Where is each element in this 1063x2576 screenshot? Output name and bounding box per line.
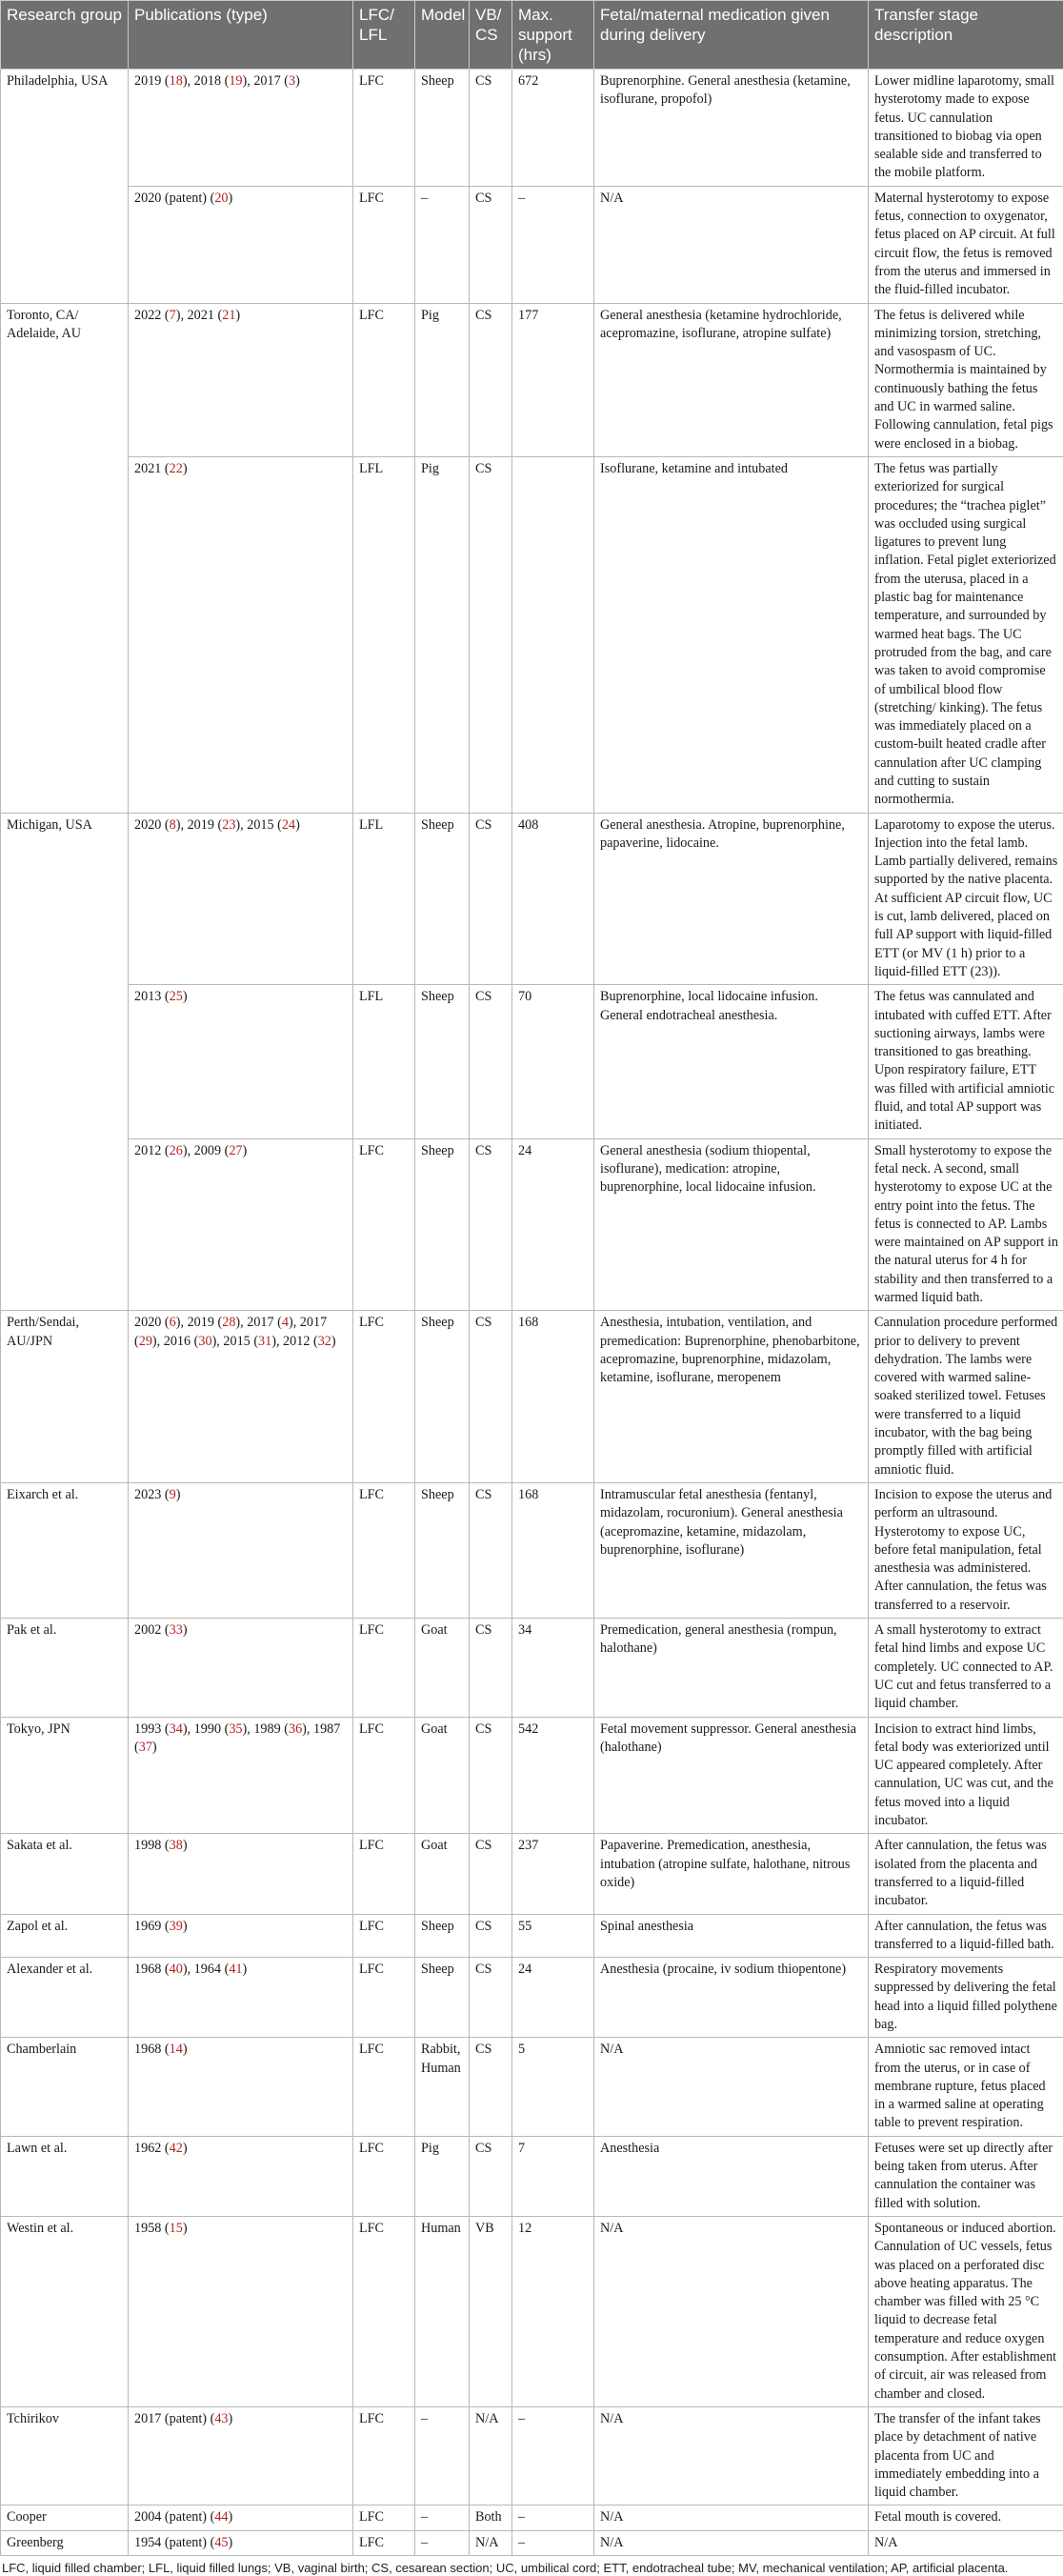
publication-text: 2002 ( [134,1622,170,1638]
cell-lfc-lfl: LFC [353,1619,415,1717]
reference-link[interactable]: 37 [139,1740,152,1755]
table-row [1,456,1063,813]
cell-research-group: Michigan, USA [1,813,129,1311]
reference-link[interactable]: 35 [229,1721,242,1737]
cell-transfer-description: The fetus was cannulated and intubated with cuffed ETT. After suctioning airways, lambs were transitioned to gas breathing. Upon respiratory failure, ETT was filled with artificial amniotic fluid, and total AP support was initiated. [869,985,1063,1138]
cell-model: Sheep [415,1482,470,1618]
table-row [1,2406,1063,2505]
cell-research-group: Alexander et al. [1,1958,129,2038]
cell-transfer-description: Incision to extract hind limbs, fetal body was exteriorized until UC appeared completely. After cannulation, UC was cut, and the fetus moved into a liquid incubator. [869,1717,1063,1834]
cell-medication: Intramuscular fetal anesthesia (fentanyl, midazolam, rocuronium). General anesthesia (acepromazine, ketamine, midazolam, buprenorphine, isoflurane) [594,1482,869,1618]
cell-publications [129,2038,353,2136]
reference-link[interactable]: 27 [229,1143,242,1158]
cell-vb-cs: N/A [470,2530,512,2555]
cell-transfer-description: The transfer of the infant takes place by detachment of native placenta from UC and immediately embedding into a liquid chamber. [869,2406,1063,2505]
table-footnote: LFC, liquid filled chamber; LFL, liquid filled lungs; VB, vaginal birth; CS, cesarean section; UC, umbilical cord; ETT, endotracheal tube; MV, mechanical ventilation; AP, artificial placenta. [0,2556,1063,2576]
header-medication: Fetal/maternal medication given during delivery [594,1,869,70]
cell-research-group: Cooper [1,2506,129,2530]
cell-research-group: Tchirikov [1,2406,129,2505]
publication-text: ) [152,1740,157,1755]
cell-publications [129,2216,353,2406]
reference-link[interactable]: 21 [222,308,235,323]
reference-link[interactable]: 25 [170,989,183,1004]
cell-medication: N/A [594,2530,869,2555]
cell-medication: Fetal movement suppressor. General anesthesia (halothane) [594,1717,869,1834]
cell-model: Sheep [415,1138,470,1311]
publication-text: 2022 ( [134,308,170,323]
publication-text: 2020 ( [134,817,170,833]
header-row [1,1,1063,70]
publication-text: ), 2017 ( [243,73,289,89]
publication-text: ) [183,2141,188,2156]
cell-publications [129,456,353,813]
cell-research-group: Sakata et al. [1,1834,129,1914]
publication-text: 1962 ( [134,2141,170,2156]
cell-transfer-description: After cannulation, the fetus was isolated from the placenta and transferred to a liquid-filled incubator. [869,1834,1063,1914]
reference-link[interactable]: 43 [214,2411,228,2426]
cell-model: Goat [415,1619,470,1717]
cell-model: Sheep [415,1958,470,2038]
publication-text: 1968 ( [134,2042,170,2057]
publication-text: 2019 ( [134,73,170,89]
table-row [1,1717,1063,1834]
reference-link[interactable]: 6 [170,1315,176,1330]
reference-link[interactable]: 31 [258,1334,271,1349]
publication-text: ), 1990 ( [183,1721,229,1737]
publication-text: ), 2012 ( [271,1334,317,1349]
cell-publications [129,2506,353,2530]
publication-text: ), 2019 ( [176,817,222,833]
publication-text: ) [243,1143,248,1158]
header-research-group: Research group [1,1,129,70]
cell-max-support: 168 [512,1482,594,1618]
cell-model: Sheep [415,70,470,187]
reference-link[interactable]: 41 [229,1962,242,1977]
cell-max-support: 237 [512,1834,594,1914]
reference-link[interactable]: 23 [222,817,235,833]
cell-vb-cs: CS [470,1482,512,1618]
publication-text: ) [295,817,300,833]
reference-link[interactable]: 19 [229,73,242,89]
cell-max-support: – [512,2406,594,2505]
table-body [1,70,1063,2556]
cell-lfc-lfl: LFL [353,813,415,985]
publication-text: ) [183,1622,188,1638]
cell-max-support: 55 [512,1914,594,1958]
cell-transfer-description: Spontaneous or induced abortion. Cannulation of UC vessels, fetus was placed on a perforated disc above heating apparatus. The chamber was filled with 25 °C liquid to decrease fetal temperature and reduce oxygen consumption. After establishment of circuit, air was released from chamber and closed. [869,2216,1063,2406]
publication-text: 2012 ( [134,1143,170,1158]
publication-text: 1969 ( [134,1919,170,1934]
reference-link[interactable]: 38 [170,1838,183,1853]
cell-medication: Anesthesia, intubation, ventilation, and premedication: Buprenorphine, phenobarbitone, acepromazine, buprenorphine, midazolam, ketamine, isoflurane, meropenem [594,1311,869,1483]
publication-text: ), 2015 ( [212,1334,258,1349]
cell-lfc-lfl: LFC [353,186,415,303]
cell-lfc-lfl: LFC [353,2136,415,2216]
cell-lfc-lfl: LFC [353,70,415,187]
cell-publications [129,1914,353,1958]
cell-model: Sheep [415,813,470,985]
cell-publications [129,1958,353,2038]
cell-publications [129,2530,353,2555]
cell-vb-cs: CS [470,70,512,187]
cell-model: Pig [415,456,470,813]
reference-link[interactable]: 9 [170,1487,176,1502]
cell-vb-cs: Both [470,2506,512,2530]
table-row [1,2506,1063,2530]
table-row [1,2136,1063,2216]
cell-medication: General anesthesia (ketamine hydrochloride, acepromazine, isoflurane, atropine sulfate) [594,303,869,456]
publication-text: ) [183,1919,188,1934]
cell-vb-cs: CS [470,2136,512,2216]
reference-link[interactable]: 18 [170,73,183,89]
publication-text: 1954 (patent) ( [134,2535,214,2550]
cell-lfc-lfl: LFC [353,2038,415,2136]
cell-medication: Buprenorphine, local lidocaine infusion. General endotracheal anesthesia. [594,985,869,1138]
publication-text: ), 1989 ( [243,1721,289,1737]
table-row [1,1138,1063,1311]
cell-research-group: Philadelphia, USA [1,70,129,304]
publication-text: ) [229,191,233,206]
publication-text: 1958 ( [134,2221,170,2236]
reference-link[interactable]: 26 [170,1143,183,1158]
cell-model: Sheep [415,1311,470,1483]
reference-link[interactable]: 42 [170,2141,183,2156]
cell-max-support: 34 [512,1619,594,1717]
cell-publications [129,2406,353,2505]
cell-lfc-lfl: LFL [353,456,415,813]
cell-medication: Anesthesia (procaine, iv sodium thiopentone) [594,1958,869,2038]
cell-transfer-description: Small hysterotomy to expose the fetal neck. A second, small hysterotomy to expose UC at the entry point into the fetus. The fetus is connected to AP. Lambs were maintained on AP support in the natural uterus for 4 h for stability and then transferred to a warmed liquid bath. [869,1138,1063,1311]
cell-lfc-lfl: LFC [353,1834,415,1914]
cell-max-support: 24 [512,1958,594,2038]
cell-model: Human [415,2216,470,2406]
table-row [1,2530,1063,2555]
publication-text: 2020 ( [134,1315,170,1330]
table-row [1,813,1063,985]
publication-text: 2023 ( [134,1487,170,1502]
table-row [1,2216,1063,2406]
cell-publications [129,1138,353,1311]
table-row [1,70,1063,187]
publication-text: ), 2015 ( [235,817,281,833]
cell-research-group: Westin et al. [1,2216,129,2406]
publication-text: ), 2021 ( [176,308,222,323]
cell-publications [129,1311,353,1483]
cell-lfc-lfl: LFL [353,985,415,1138]
publication-text: ) [229,2535,233,2550]
header-lfc-lfl: LFC/ LFL [353,1,415,70]
cell-vb-cs: CS [470,456,512,813]
reference-link[interactable]: 28 [222,1315,235,1330]
publication-text: ) [183,989,188,1004]
publication-text: ), 2009 ( [183,1143,229,1158]
cell-lfc-lfl: LFC [353,303,415,456]
cell-publications [129,1717,353,1834]
cell-research-group: Toronto, CA/ Adelaide, AU [1,303,129,813]
cell-max-support: 7 [512,2136,594,2216]
table-row [1,1619,1063,1717]
publication-text: ) [331,1334,336,1349]
cell-model: Goat [415,1717,470,1834]
cell-medication: N/A [594,186,869,303]
publication-text: ), 2017 ( [134,1315,327,1348]
reference-link[interactable]: 14 [170,2042,183,2057]
cell-max-support: – [512,186,594,303]
cell-lfc-lfl: LFC [353,2216,415,2406]
header-transfer-description: Transfer stage description [869,1,1063,70]
publication-text: ), 2018 ( [183,73,229,89]
publication-text: ), 2016 ( [152,1334,198,1349]
cell-medication: Anesthesia [594,2136,869,2216]
reference-link[interactable]: 20 [214,191,228,206]
cell-medication: N/A [594,2506,869,2530]
publication-text: ), 2017 ( [235,1315,281,1330]
cell-vb-cs: CS [470,1834,512,1914]
publication-text: 2013 ( [134,989,170,1004]
header-max-support: Max. support (hrs) [512,1,594,70]
cell-lfc-lfl: LFC [353,2530,415,2555]
cell-model: Pig [415,2136,470,2216]
cell-vb-cs: CS [470,1717,512,1834]
reference-link[interactable]: 39 [170,1919,183,1934]
cell-transfer-description: N/A [869,2530,1063,2555]
table-row [1,1914,1063,1958]
cell-transfer-description: Lower midline laparotomy, small hysterotomy made to expose fetus. UC cannulation transitioned to biobag via open sealable side and transferred to the mobile platform. [869,70,1063,187]
cell-vb-cs: CS [470,303,512,456]
cell-lfc-lfl: LFC [353,1717,415,1834]
reference-link[interactable]: 7 [170,308,176,323]
publication-text: 2004 (patent) ( [134,2509,214,2525]
publication-text: ) [229,2509,233,2525]
reference-link[interactable]: 36 [289,1721,302,1737]
cell-lfc-lfl: LFC [353,1138,415,1311]
reference-link[interactable]: 24 [282,817,295,833]
cell-max-support: 177 [512,303,594,456]
cell-lfc-lfl: LFC [353,2506,415,2530]
cell-medication: N/A [594,2216,869,2406]
cell-medication: Spinal anesthesia [594,1914,869,1958]
cell-publications [129,70,353,187]
cell-model: Rabbit, Human [415,2038,470,2136]
publication-text: 2020 (patent) ( [134,191,214,206]
table-row [1,1834,1063,1914]
cell-research-group: Pak et al. [1,1619,129,1717]
reference-link[interactable]: 29 [139,1334,152,1349]
cell-vb-cs: CS [470,186,512,303]
cell-transfer-description: The fetus was partially exteriorized for surgical procedures; the “trachea piglet” was occluded using surgical ligatures to prevent lung inflation. Fetal piglet exteriorized from the uterusa, placed in a plastic bag for maintenance temperature, and surrounded by warmed heat bags. The UC protruded from the bag, and care was taken to avoid compromise of umbilical blood flow (stretching/ kinking). The fetus was immediately placed on a custom-built heated cradle after cannulation after UC clamping and cutting to sustain normothermia. [869,456,1063,813]
cell-model: Sheep [415,1914,470,1958]
cell-research-group: Lawn et al. [1,2136,129,2216]
publication-text: 1993 ( [134,1721,170,1737]
cell-model: Goat [415,1834,470,1914]
cell-transfer-description: Cannulation procedure performed prior to delivery to prevent dehydration. The lambs were covered with warmed saline-soaked sterilized towel. Fetuses were transferred to a liquid incubator, with the bag being promptly filled with artificial amniotic fluid. [869,1311,1063,1483]
cell-vb-cs: VB [470,2216,512,2406]
cell-vb-cs: CS [470,1138,512,1311]
cell-medication: N/A [594,2038,869,2136]
reference-link[interactable]: 40 [170,1962,183,1977]
cell-publications [129,813,353,985]
cell-transfer-description: Amniotic sac removed intact from the uterus, or in case of membrane rupture, fetus placed in a warmed saline at operating table to prevent respiration. [869,2038,1063,2136]
reference-link[interactable]: 15 [170,2221,183,2236]
cell-medication: General anesthesia. Atropine, buprenorphine, papaverine, lidocaine. [594,813,869,985]
publication-text: 1968 ( [134,1962,170,1977]
table-row [1,1958,1063,2038]
cell-vb-cs: CS [470,2038,512,2136]
cell-vb-cs: CS [470,1619,512,1717]
cell-research-group: Eixarch et al. [1,1482,129,1618]
cell-vb-cs: CS [470,985,512,1138]
publication-text: ) [183,461,188,476]
cell-vb-cs: CS [470,1958,512,2038]
cell-research-group: Tokyo, JPN [1,1717,129,1834]
publication-text: ), 1987 ( [134,1721,340,1755]
cell-medication: Isoflurane, ketamine and intubated [594,456,869,813]
cell-max-support: 70 [512,985,594,1138]
reference-link[interactable]: 45 [214,2535,228,2550]
cell-max-support: 5 [512,2038,594,2136]
publication-text: 2017 (patent) ( [134,2411,214,2426]
cell-max-support: 542 [512,1717,594,1834]
cell-max-support: – [512,2530,594,2555]
cell-medication: Buprenorphine. General anesthesia (ketamine, isoflurane, propofol) [594,70,869,187]
cell-max-support: 672 [512,70,594,187]
cell-medication: Papaverine. Premedication, anesthesia, intubation (atropine sulfate, halothane, nitrous oxide) [594,1834,869,1914]
table-row [1,186,1063,303]
cell-lfc-lfl: LFC [353,1958,415,2038]
cell-max-support: – [512,2506,594,2530]
publication-text: ) [176,1487,181,1502]
cell-lfc-lfl: LFC [353,1311,415,1483]
table-row [1,303,1063,456]
cell-model: Pig [415,303,470,456]
header-model: Model [415,1,470,70]
reference-link[interactable]: 30 [198,1334,211,1349]
reference-link[interactable]: 8 [170,817,176,833]
cell-publications [129,1619,353,1717]
cell-publications [129,186,353,303]
cell-model: – [415,186,470,303]
publication-text: ), 2019 ( [176,1315,222,1330]
cell-transfer-description: Fetal mouth is covered. [869,2506,1063,2530]
cell-max-support: 408 [512,813,594,985]
publication-text: 2021 ( [134,461,170,476]
publication-text: ) [183,1838,188,1853]
cell-publications [129,303,353,456]
cell-vb-cs: CS [470,813,512,985]
cell-research-group: Zapol et al. [1,1914,129,1958]
publication-text: ) [183,2042,188,2057]
table-row [1,1311,1063,1483]
cell-model: Sheep [415,985,470,1138]
cell-max-support: 24 [512,1138,594,1311]
cell-research-group: Perth/Sendai, AU/JPN [1,1311,129,1483]
table-row [1,985,1063,1138]
reference-link[interactable]: 3 [289,73,295,89]
cell-transfer-description: Respiratory movements suppressed by delivering the fetal head into a liquid filled polythene bag. [869,1958,1063,2038]
header-vb-cs: VB/ CS [470,1,512,70]
cell-model: – [415,2506,470,2530]
cell-publications [129,985,353,1138]
cell-lfc-lfl: LFC [353,1482,415,1618]
cell-model: – [415,2406,470,2505]
cell-model: – [415,2530,470,2555]
cell-transfer-description: After cannulation, the fetus was transferred to a liquid-filled bath. [869,1914,1063,1958]
cell-publications [129,2136,353,2216]
cell-transfer-description: Incision to expose the uterus and perform an ultrasound. Hysterotomy to expose UC, before fetal manipulation, fetal anesthesia was administered. After cannulation, the fetus was transferred to a reservoir. [869,1482,1063,1618]
cell-research-group: Chamberlain [1,2038,129,2136]
cell-medication: N/A [594,2406,869,2505]
cell-transfer-description: A small hysterotomy to extract fetal hind limbs and expose UC completely. UC connected to AP. UC cut and fetus transferred to a liquid chamber. [869,1619,1063,1717]
cell-transfer-description: Laparotomy to expose the uterus. Injection into the fetal lamb. Lamb partially delivered, remains supported by the native placenta. At sufficient AP circuit flow, UC is cut, lamb delivered, placed on full AP support with liquid-filled ETT (or MV (1 h) prior to a liquid-filled ETT (23)). [869,813,1063,985]
cell-publications [129,1482,353,1618]
publication-text: ) [235,308,240,323]
publication-text: ) [295,73,300,89]
table-row [1,1482,1063,1618]
publication-text: ) [229,2411,233,2426]
cell-transfer-description: Fetuses were set up directly after being taken from uterus. After cannulation the container was filled with solution. [869,2136,1063,2216]
header-publications: Publications (type) [129,1,353,70]
reference-link[interactable]: 44 [214,2509,228,2525]
cell-medication: General anesthesia (sodium thiopental, isoflurane), medication: atropine, buprenorphine, local lidocaine infusion. [594,1138,869,1311]
cell-max-support: 168 [512,1311,594,1483]
cell-lfc-lfl: LFC [353,1914,415,1958]
reference-link[interactable]: 22 [170,461,183,476]
table-row [1,2038,1063,2136]
reference-link[interactable]: 33 [170,1622,183,1638]
cell-transfer-description: The fetus is delivered while minimizing torsion, stretching, and vasospasm of UC. Normothermia is maintained by continuously bathing the fetus and UC in warmed saline. Following cannulation, fetal pigs were enclosed in a biobag. [869,303,1063,456]
reference-link[interactable]: 32 [318,1334,331,1349]
cell-transfer-description: Maternal hysterotomy to expose fetus, connection to oxygenator, fetus placed on AP circuit. At full circuit flow, the fetus is removed from the uterus and immersed in the fluid-filled incubator. [869,186,1063,303]
cell-vb-cs: N/A [470,2406,512,2505]
cell-max-support: 12 [512,2216,594,2406]
publication-text: ) [183,2221,188,2236]
publication-text: ) [243,1962,248,1977]
cell-vb-cs: CS [470,1311,512,1483]
publication-text: 1998 ( [134,1838,170,1853]
cell-vb-cs: CS [470,1914,512,1958]
cell-max-support [512,456,594,813]
publication-text: ), 1964 ( [183,1962,229,1977]
cell-medication: Premedication, general anesthesia (rompun, halothane) [594,1619,869,1717]
reference-link[interactable]: 34 [170,1721,183,1737]
cell-publications [129,1834,353,1914]
cell-lfc-lfl: LFC [353,2406,415,2505]
reference-link[interactable]: 4 [282,1315,289,1330]
cell-research-group: Greenberg [1,2530,129,2555]
